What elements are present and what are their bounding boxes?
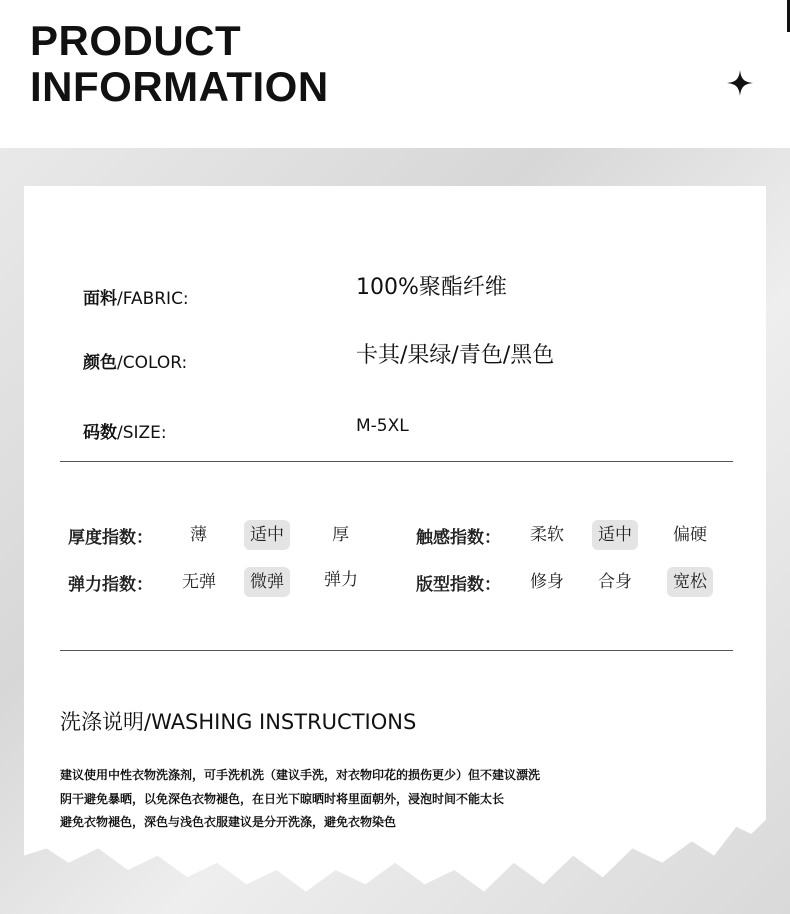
washing-title: 洗涤说明/WASHING INSTRUCTIONS [60, 710, 417, 734]
fit-option-regular: 合身 [598, 572, 632, 592]
fabric-value: 100%聚酯纤维 [356, 275, 507, 300]
thickness-option-medium-selected: 适中 [244, 520, 290, 550]
size-label: 码数/SIZE: [83, 423, 167, 443]
elasticity-option-slight-selected: 微弹 [244, 567, 290, 597]
divider [60, 650, 733, 651]
elasticity-option-stretch: 弹力 [324, 570, 358, 590]
thickness-option-thin: 薄 [190, 525, 207, 545]
page-title [30, 18, 329, 110]
washing-line-3: 避免衣物褪色，深色与浅色衣服建议是分开洗涤，避免衣物染色 [60, 815, 397, 829]
elasticity-option-none: 无弹 [182, 572, 216, 592]
fit-option-loose-selected: 宽松 [667, 567, 713, 597]
header [0, 0, 790, 150]
feel-label: 触感指数： [416, 528, 501, 548]
divider [60, 461, 733, 462]
elasticity-label: 弹力指数： [68, 575, 153, 595]
fit-label: 版型指数： [416, 575, 501, 595]
feel-option-soft: 柔软 [530, 525, 564, 545]
title-line-1: PRODUCT [30, 17, 242, 64]
washing-line-2: 阴干避免暴晒，以免深色衣物褪色，在日光下晾晒时将里面朝外，浸泡时间不能太长 [60, 792, 505, 806]
thickness-label: 厚度指数： [68, 528, 153, 548]
color-label: 颜色/COLOR: [83, 353, 188, 373]
size-value: M-5XL [356, 416, 409, 436]
washing-line-1: 建议使用中性衣物洗涤剂，可手洗机洗（建议手洗，对衣物印花的损伤更少）但不建议漂洗 [60, 768, 541, 782]
sparkle-icon [727, 70, 753, 96]
feel-option-medium-selected: 适中 [592, 520, 638, 550]
color-value: 卡其/果绿/青色/黑色 [356, 343, 555, 368]
title-line-2: INFORMATION [30, 63, 329, 110]
fit-option-slim: 修身 [530, 572, 564, 592]
fabric-label: 面料/FABRIC: [83, 289, 189, 309]
thickness-option-thick: 厚 [332, 525, 349, 545]
feel-option-firm: 偏硬 [673, 525, 707, 545]
